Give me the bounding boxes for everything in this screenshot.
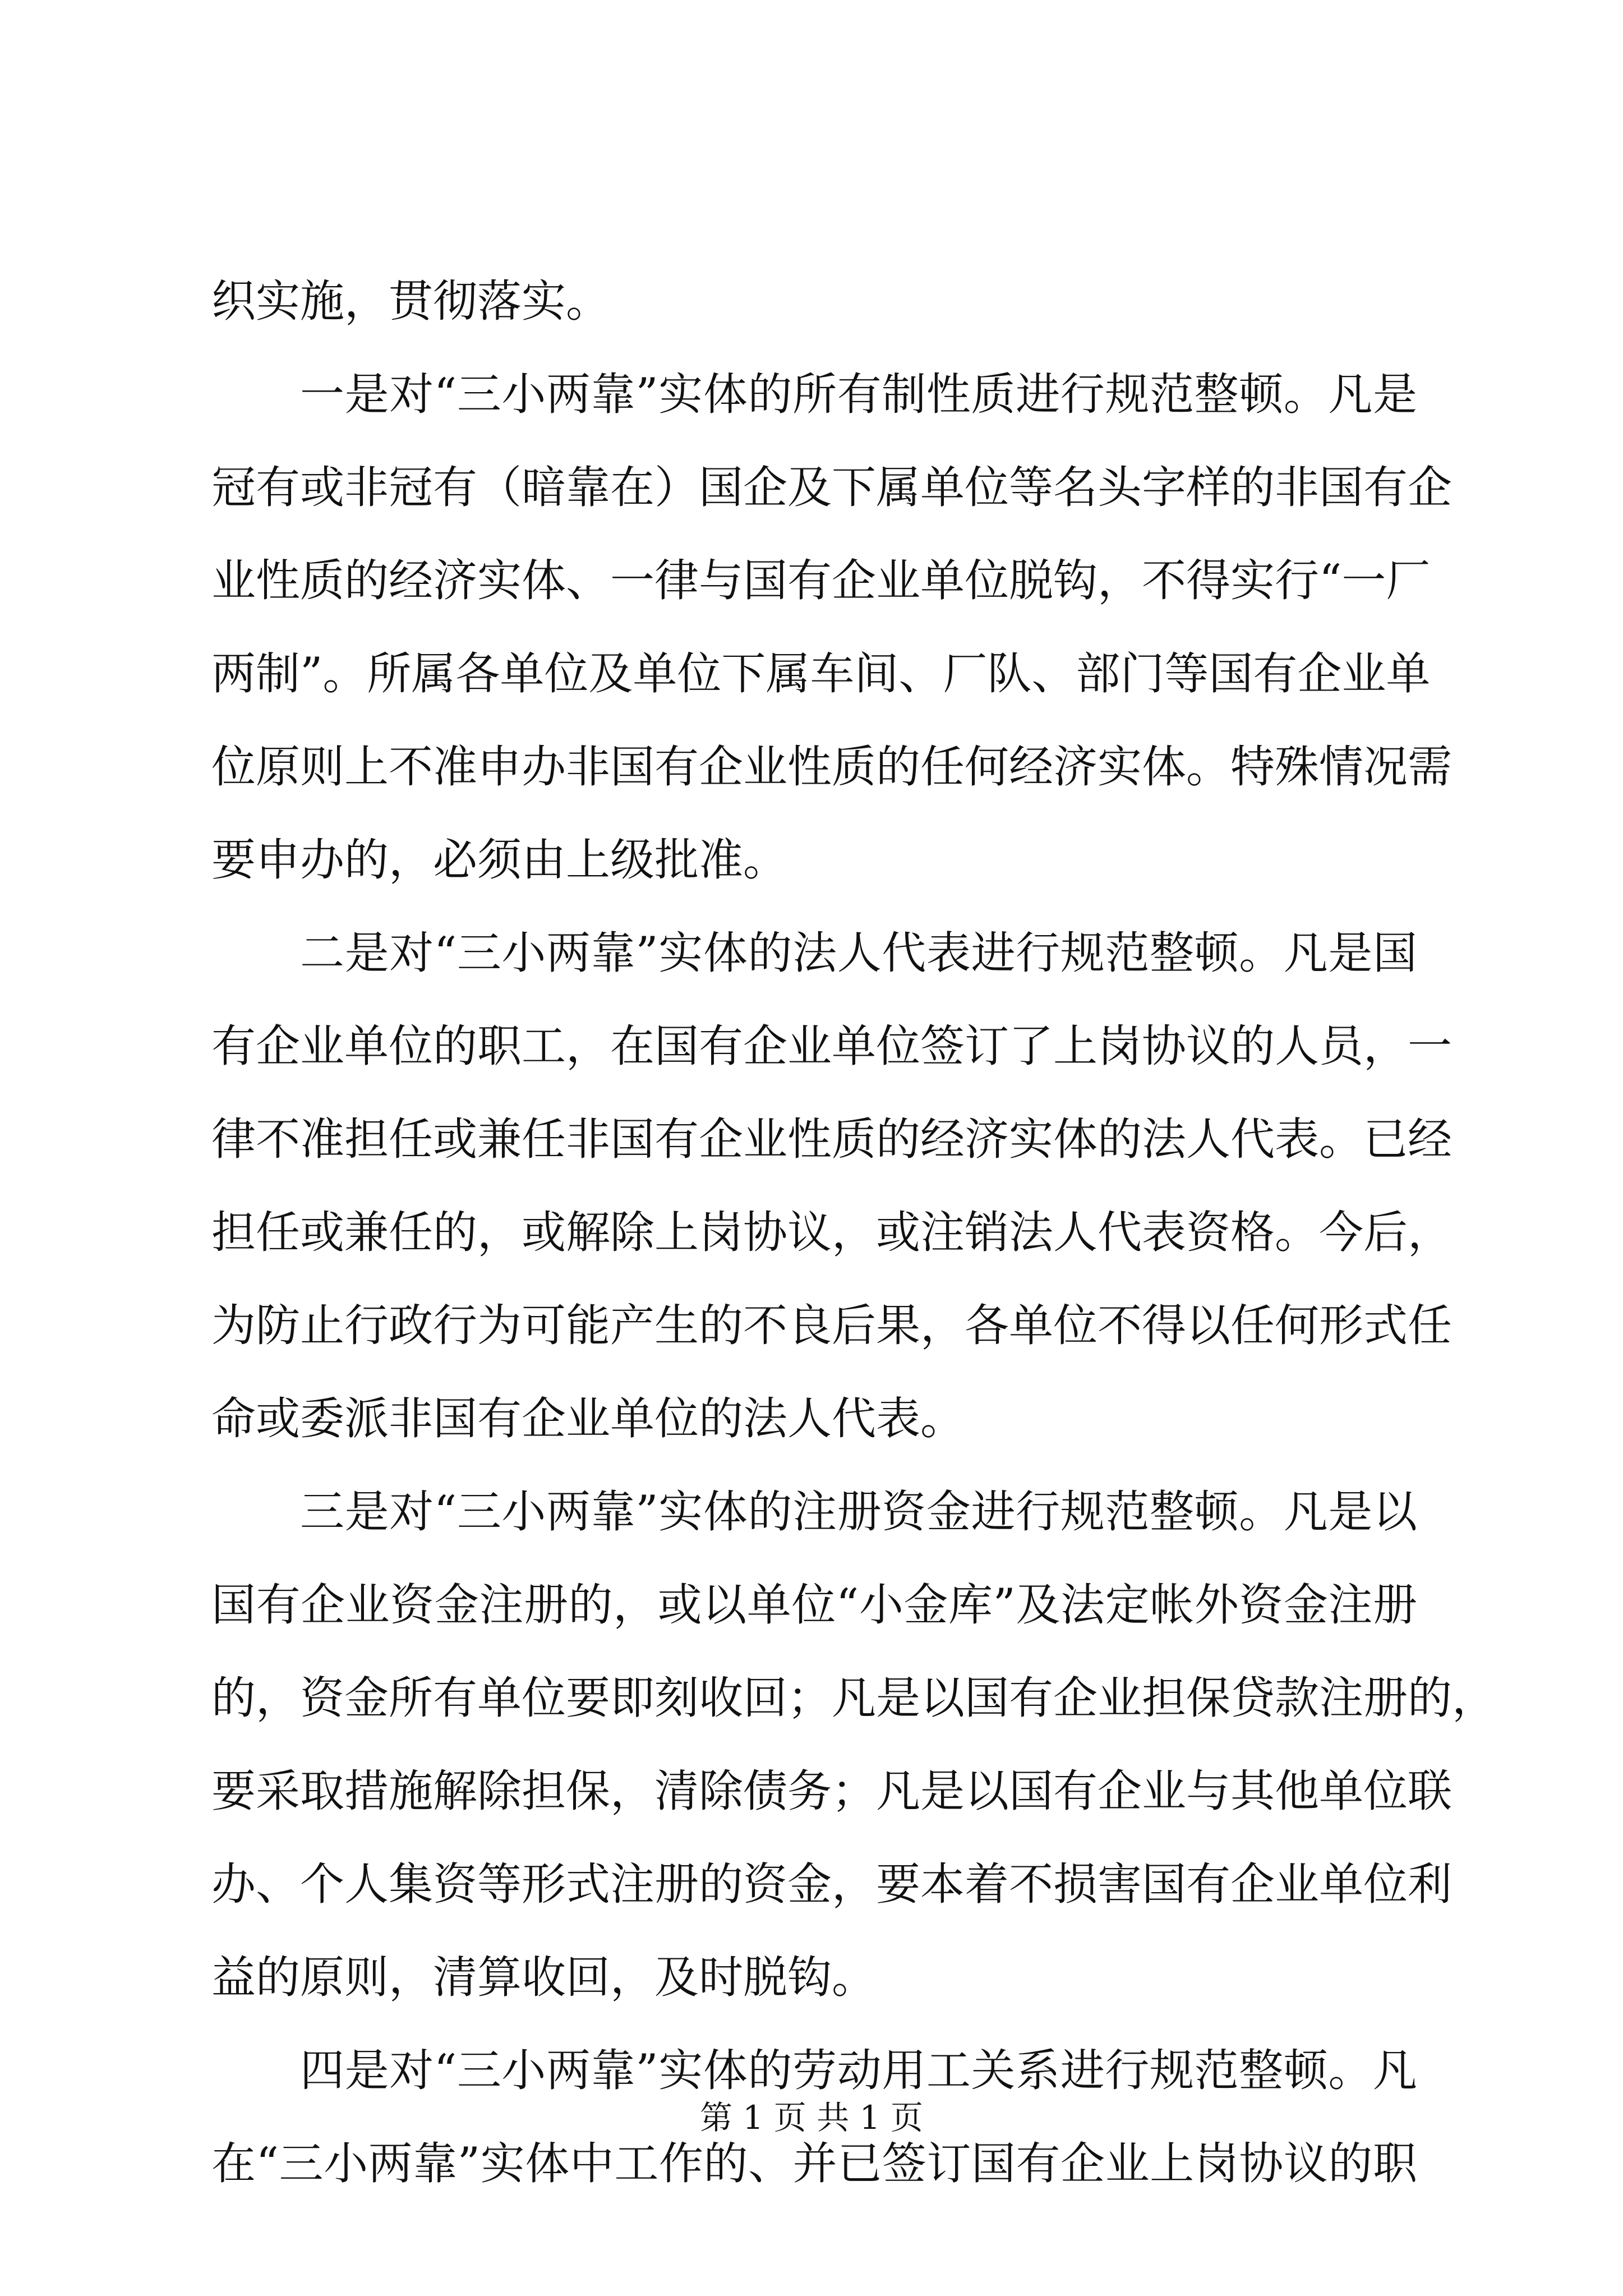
text-line-8: 二是对“三小两靠”实体的法人代表进行规范整顿。凡是国 [300,927,1417,979]
text-line-6: 位原则上不准申办非国有企业性质的任何经济实体。特殊情况需 [211,741,1452,793]
page-footer: 第 1 页 共 1 页 [700,2099,923,2137]
text-line-21: 在“三小两靠”实体中工作的、并已签订国有企业上岗协议的职 [211,2138,1417,2189]
text-line-14: 三是对“三小两靠”实体的注册资金进行规范整顿。凡是以 [300,1486,1417,1538]
text-line-5: 两制”。所属各单位及单位下属车间、厂队、部门等国有企业单 [211,648,1431,700]
text-line-13: 命或委派非国有企业单位的法人代表。 [211,1393,965,1444]
text-line-15: 国有企业资金注册的，或以单位“小金库”及法定帐外资金注册 [211,1579,1417,1631]
text-line-19: 益的原则，清算收回，及时脱钩。 [211,1952,876,2003]
text-line-4: 业性质的经济实体、一律与国有企业单位脱钩，不得实行“一厂 [211,555,1431,606]
text-line-2: 一是对“三小两靠”实体的所有制性质进行规范整顿。凡是 [300,369,1417,420]
text-line-18: 办、个人集资等形式注册的资金，要本着不损害国有企业单位利 [211,1858,1452,1910]
text-line-9: 有企业单位的职工，在国有企业单位签订了上岗协议的人员，一 [211,1020,1452,1072]
text-line-17: 要采取措施解除担保，清除债务；凡是以国有企业与其他单位联 [211,1765,1452,1817]
text-line-10: 律不准担任或兼任非国有企业性质的经济实体的法人代表。已经 [211,1114,1452,1165]
text-line-3: 冠有或非冠有（暗靠在）国企及下属单位等名头字样的非国有企 [211,462,1452,513]
text-line-20: 四是对“三小两靠”实体的劳动用工关系进行规范整顿。凡 [300,2045,1417,2096]
text-line-7: 要申办的，必须由上级批准。 [211,834,787,886]
text-line-11: 担任或兼任的，或解除上岗协议，或注销法人代表资格。今后， [211,1207,1452,1258]
text-line-1: 织实施，贯彻落实。 [211,275,610,327]
text-line-16: 的，资金所有单位要即刻收回；凡是以国有企业担保贷款注册的， [211,1672,1496,1724]
text-line-12: 为防止行政行为可能产生的不良后果，各单位不得以任何形式任 [211,1300,1452,1351]
